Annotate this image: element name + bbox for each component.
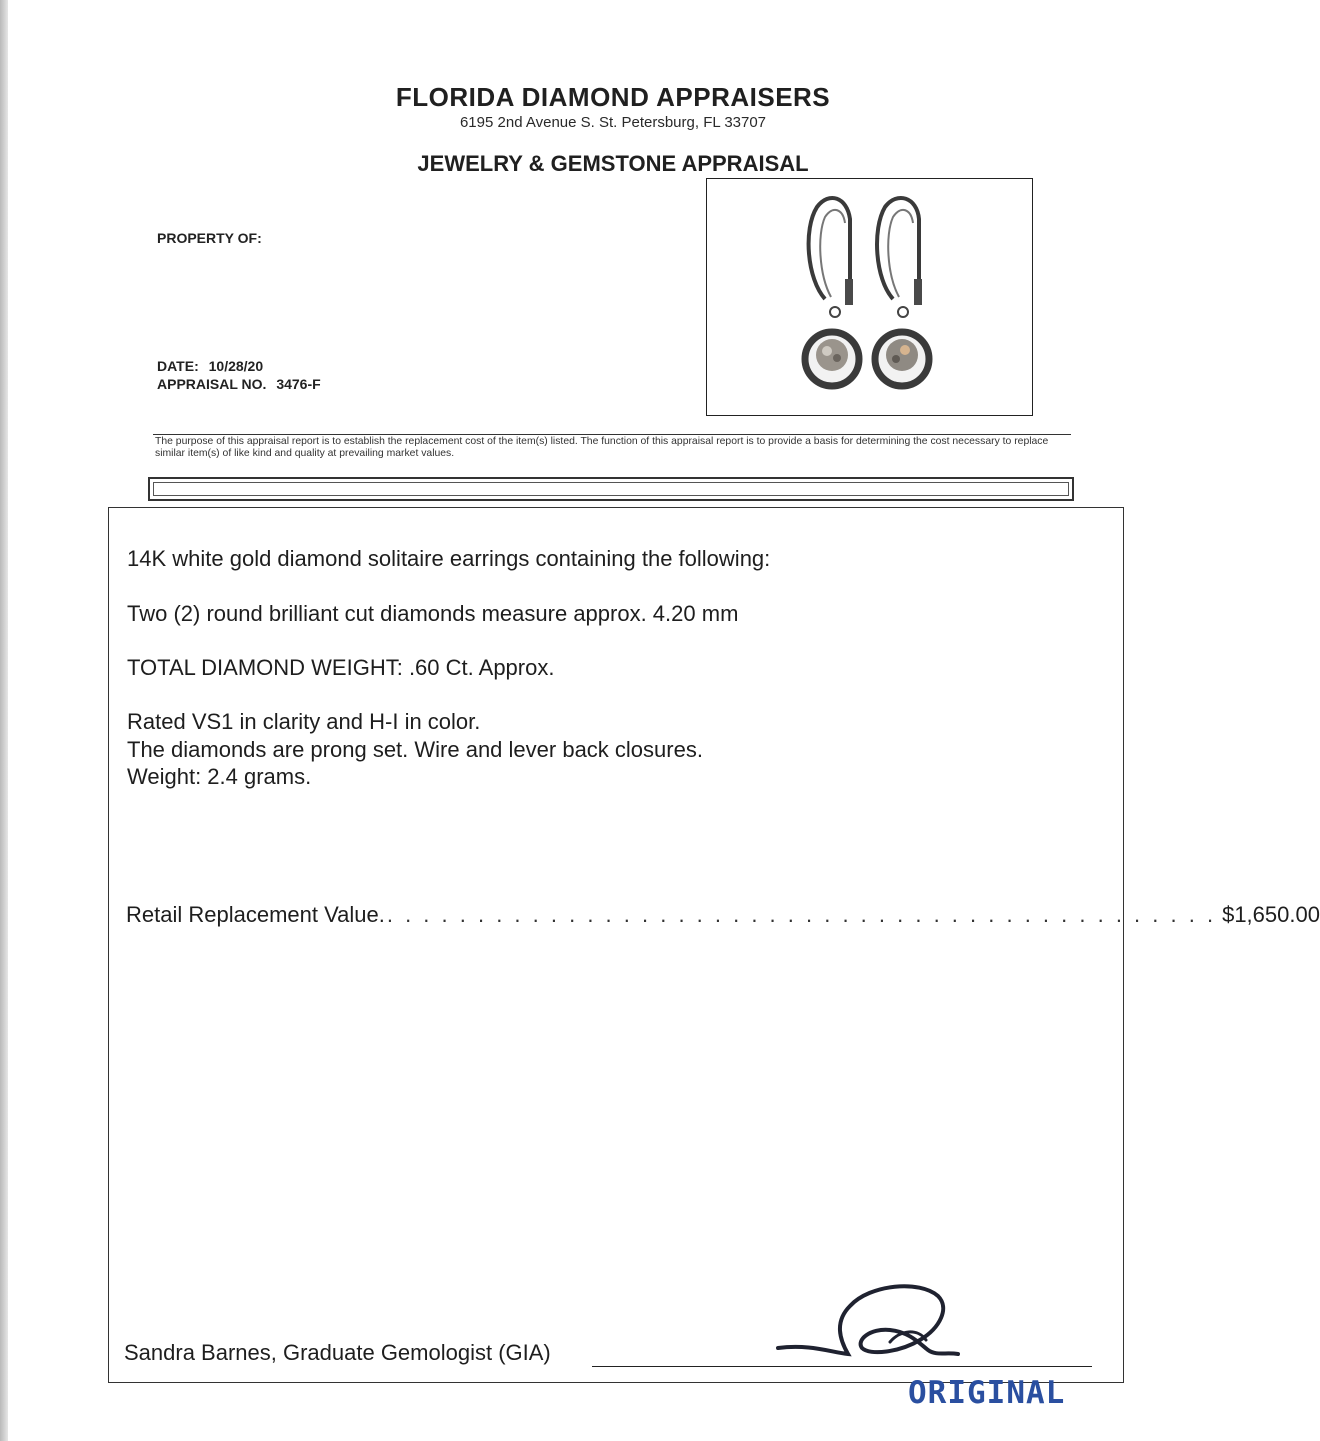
appraisal-number-label: APPRAISAL NO. xyxy=(157,376,267,392)
description-box xyxy=(108,507,1124,1383)
report-title: JEWELRY & GEMSTONE APPRAISAL xyxy=(417,151,809,176)
handwritten-signature xyxy=(770,1270,970,1370)
clarity-color: Rated VS1 in clarity and H-I in color. xyxy=(127,709,481,734)
appraisal-number-row xyxy=(157,376,321,392)
setting-closures: The diamonds are prong set. Wire and lever back closures. xyxy=(127,737,703,762)
original-stamp: ORIGINAL xyxy=(908,1375,1066,1411)
dot-leader: . . . . . . . . . . . . . . . . . . . . . . . . . . . . . . . . . . . . . . . . . . . . . . xyxy=(386,902,1217,927)
diamond-count-size: Two (2) round brilliant cut diamonds measure approx. 4.20 mm xyxy=(127,601,739,626)
section-divider-inner xyxy=(153,482,1069,496)
retail-value-amount: $1,650.00 xyxy=(1222,902,1320,927)
date-value: 10/28/20 xyxy=(208,358,264,374)
scan-edge xyxy=(0,0,8,1441)
company-address: 6195 2nd Avenue S. St. Petersburg, FL 33707 xyxy=(459,114,767,131)
metal-weight: Weight: 2.4 grams. xyxy=(127,764,312,789)
appraisal-number-value: 3476-F xyxy=(276,376,321,392)
property-of-label: PROPERTY OF: xyxy=(157,230,262,246)
date-label: DATE: xyxy=(157,358,199,374)
item-photo-frame xyxy=(706,178,1033,416)
section-divider-banner xyxy=(148,477,1074,501)
earrings-photo xyxy=(707,179,1032,415)
disclaimer-rule xyxy=(153,434,1071,435)
retail-value-label: Retail Replacement Value. xyxy=(126,902,385,927)
total-diamond-weight: TOTAL DIAMOND WEIGHT: .60 Ct. Approx. xyxy=(127,655,555,680)
item-summary: 14K white gold diamond solitaire earrings containing the following: xyxy=(127,546,771,571)
date-row xyxy=(157,358,263,374)
company-name: FLORIDA DIAMOND APPRAISERS xyxy=(395,82,831,112)
retail-replacement-value-row xyxy=(126,902,1320,932)
signer-name: Sandra Barnes, Graduate Gemologist (GIA) xyxy=(124,1340,551,1365)
disclaimer-text: The purpose of this appraisal report is to establish the replacement cost of the item(s) listed. The function of this appraisal report is to provide a basis for determining the cost necessary to replace similar item(s) of like kind and quality at prevailing market values. xyxy=(155,436,1049,459)
